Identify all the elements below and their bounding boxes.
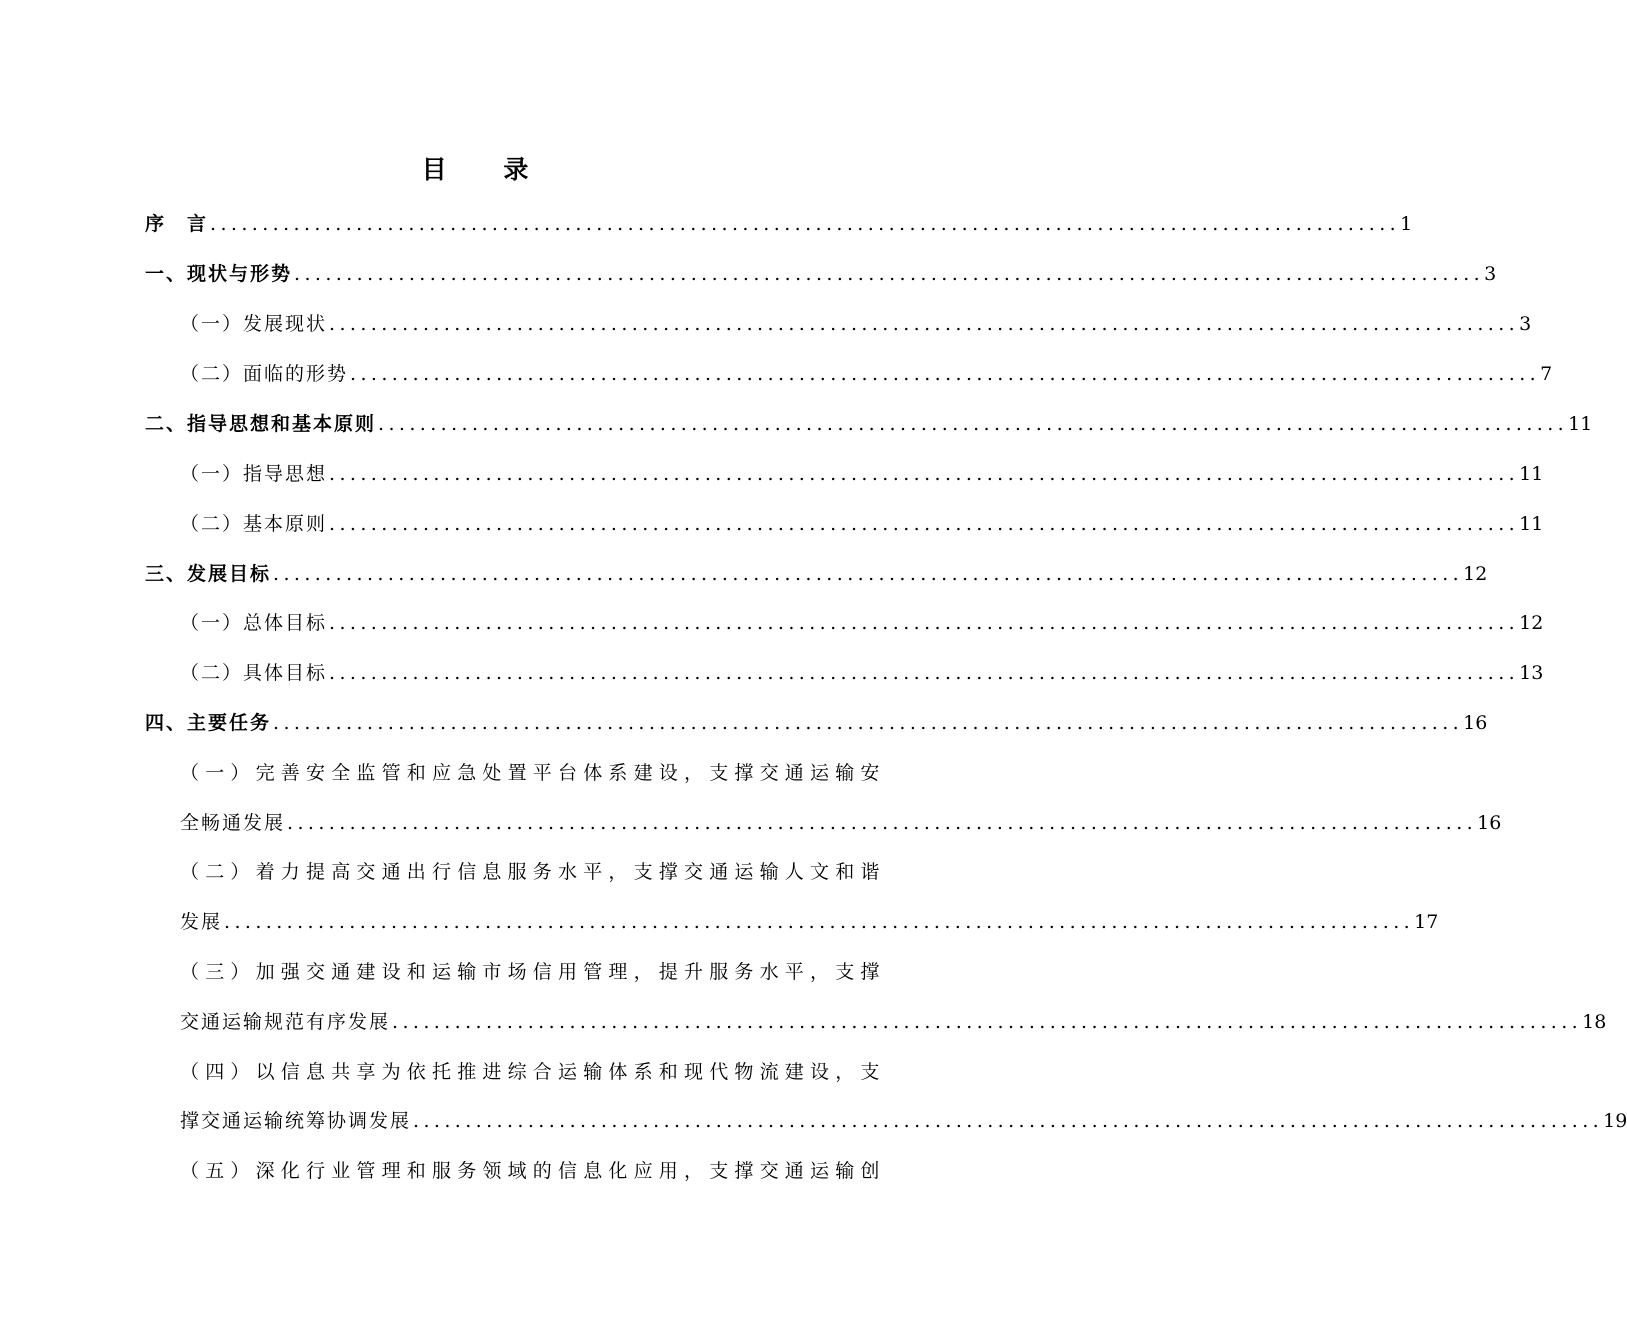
toc-entry-label-line1: （五）深化行业管理和服务领域的信息化应用，支撑交通运输创	[180, 1160, 886, 1182]
toc-entry-section-4-1[interactable]	[180, 758, 886, 788]
toc-entry-section-4-2-cont[interactable]	[180, 907, 1439, 937]
page-title: 目 录	[421, 155, 553, 184]
toc-page-number: 3	[1519, 313, 1532, 335]
toc-entry-label-line1: （四）以信息共享为依托推进综合运输体系和现代物流建设，支	[180, 1061, 886, 1083]
toc-entry-section-1-2[interactable]	[180, 359, 1553, 389]
toc-entry-section-4-5[interactable]	[180, 1156, 886, 1186]
toc-entry-label-line1: （二）着力提高交通出行信息服务水平，支撑交通运输人文和谐	[180, 861, 886, 883]
toc-entry-label: （二）面临的形势	[180, 363, 349, 385]
toc-page-number: 12	[1463, 563, 1488, 585]
toc-entry-chapter-4[interactable]	[145, 708, 1488, 738]
toc-entry-section-4-3[interactable]	[180, 957, 886, 987]
dot-leader: ..................................................................................................................	[392, 1011, 1583, 1033]
toc-entry-section-3-2[interactable]	[180, 658, 1544, 688]
toc-entry-label-line2: 撑交通运输统筹协调发展	[180, 1110, 412, 1132]
dot-leader: ..................................................................................................................	[329, 313, 1520, 335]
toc-page-number: 7	[1540, 363, 1553, 385]
toc-entry-chapter-3[interactable]	[145, 559, 1488, 589]
toc-entry-section-3-1[interactable]	[180, 608, 1544, 638]
toc-entry-label: 三、发展目标	[145, 563, 272, 585]
toc-entry-label: （一）总体目标	[180, 612, 328, 634]
toc-entry-label-line2: 发展	[180, 911, 223, 933]
toc-entry-label: 一、现状与形势	[145, 263, 293, 285]
toc-entry-preface[interactable]	[145, 209, 1413, 239]
dot-leader: ..................................................................................................................	[329, 612, 1520, 634]
dot-leader: ..................................................................................................................	[378, 413, 1569, 435]
toc-page-number: 16	[1463, 712, 1488, 734]
toc-entry-label: 二、指导思想和基本原则	[145, 413, 377, 435]
toc-page-number: 18	[1582, 1011, 1607, 1033]
toc-entry-label: （一）发展现状	[180, 313, 328, 335]
toc-entry-label: （二）具体目标	[180, 662, 328, 684]
toc-page-number: 3	[1484, 263, 1497, 285]
dot-leader: ..................................................................................................................	[273, 712, 1464, 734]
toc-entry-section-2-2[interactable]	[180, 509, 1544, 539]
dot-leader: ..................................................................................................................	[287, 812, 1478, 834]
toc-entry-label: （二）基本原则	[180, 513, 328, 535]
toc-page-number: 1	[1400, 213, 1413, 235]
toc-entry-section-4-4[interactable]	[180, 1057, 886, 1087]
toc-entry-chapter-1[interactable]	[145, 259, 1497, 289]
dot-leader: ..................................................................................................................	[329, 463, 1520, 485]
toc-entry-label: （一）指导思想	[180, 463, 328, 485]
toc-entry-section-1-1[interactable]	[180, 309, 1532, 339]
toc-page-number: 11	[1519, 463, 1544, 485]
toc-entry-label-line2: 交通运输规范有序发展	[180, 1011, 391, 1033]
dot-leader: ..................................................................................................................	[210, 213, 1401, 235]
toc-entry-section-4-1-cont[interactable]	[180, 808, 1502, 838]
toc-page-number: 11	[1519, 513, 1544, 535]
toc-entry-label: 四、主要任务	[145, 712, 272, 734]
toc-entry-label-line2: 全畅通发展	[180, 812, 286, 834]
toc-entry-section-4-3-cont[interactable]	[180, 1007, 1607, 1037]
toc-entry-section-2-1[interactable]	[180, 459, 1544, 489]
toc-entry-label-line1: （一）完善安全监管和应急处置平台体系建设，支撑交通运输安	[180, 762, 886, 784]
toc-page-number: 13	[1519, 662, 1544, 684]
toc-entry-section-4-2[interactable]	[180, 857, 886, 887]
toc-page-number: 12	[1519, 612, 1544, 634]
toc-page-number: 17	[1414, 911, 1439, 933]
dot-leader: ..................................................................................................................	[350, 363, 1541, 385]
dot-leader: ..................................................................................................................	[329, 513, 1520, 535]
toc-page-number: 16	[1477, 812, 1502, 834]
dot-leader: ..................................................................................................................	[294, 263, 1485, 285]
dot-leader: ..................................................................................................................	[224, 911, 1415, 933]
toc-entry-label: 序 言	[145, 213, 209, 235]
toc-entry-label-line1: （三）加强交通建设和运输市场信用管理，提升服务水平，支撑	[180, 961, 886, 983]
dot-leader: ..................................................................................................................	[329, 662, 1520, 684]
dot-leader: ..................................................................................................................	[413, 1110, 1604, 1132]
dot-leader: ..................................................................................................................	[273, 563, 1464, 585]
toc-entry-chapter-2[interactable]	[145, 409, 1593, 439]
toc-page-number: 11	[1568, 413, 1593, 435]
toc-page-number: 19	[1603, 1110, 1627, 1132]
toc-entry-section-4-4-cont[interactable]	[180, 1106, 1627, 1136]
